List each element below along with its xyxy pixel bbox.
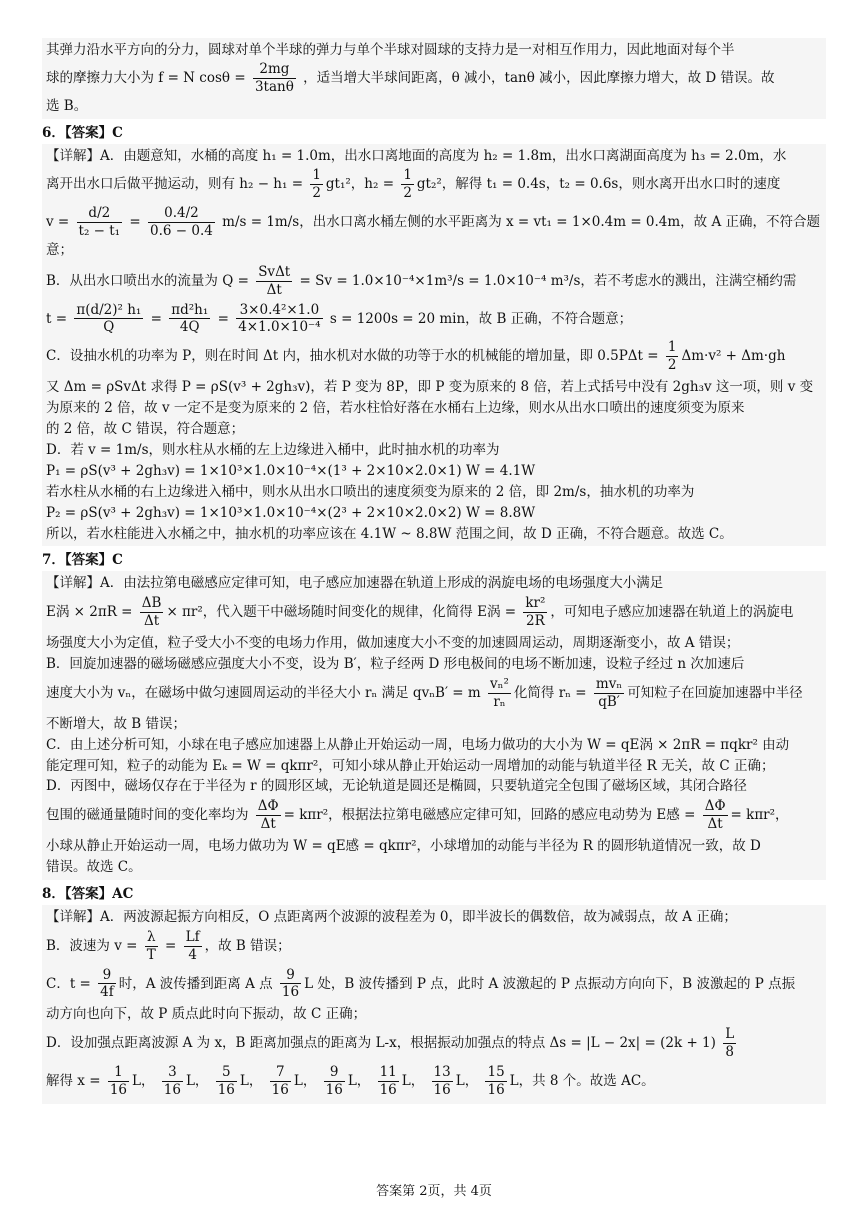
fraction: $\frac{9}{16}$: [281, 966, 300, 1001]
fraction: $\frac{1}{2}$: [312, 167, 321, 202]
q6-answer-heading: 6．【答案】C: [42, 124, 123, 141]
fraction: $\frac{d/2}{\text{t₂ − t₁}}$: [78, 205, 121, 240]
q5-line-1: 其弹力沿水平方向的分力，圆球对单个半球的弹力与单个半球对圆球的支持力是一对相互作用力，因此地面对每个半: [46, 42, 735, 58]
fraction: $\frac{\Delta\Phi}{\Delta t}$: [257, 798, 279, 833]
q6-c-line-4: 的 2 倍，故 C 错误，符合题意；: [46, 420, 245, 437]
q7-d-line-2: 包围的磁通量随时间的变化率均为 $\frac{\Delta\Phi}{\Delta t}$ = kπr²，根据法拉第电磁感应定律可知，回路的感应电动势为 E感 = $\frac{\Delta\Phi}{\Delta t}$ = kπr²，: [46, 798, 789, 833]
q7-b-line-1: B．回旋加速器的磁场磁感应强度大小不变，设为 B′，粒子经两 D 形电极间的电场不断加速，设粒子经过 n 次加速后: [46, 656, 745, 672]
fraction: $\frac{\Delta\Phi}{\Delta t}$: [704, 798, 726, 833]
fraction: $\frac{1}{2}$: [403, 167, 412, 202]
fraction: $\frac{15}{16}$: [487, 1063, 505, 1098]
q7-d-line-1: D．丙图中，磁场仅存在于半径为 r 的圆形区域，无论轨道是圆还是椭圆，只要轨道完全包围了磁场区域，其闭合路径: [46, 778, 747, 795]
q6-explanation: [42, 144, 826, 547]
fraction: $\frac{7}{16}$: [271, 1063, 289, 1098]
fraction: $\frac{9}{4f}$: [100, 966, 114, 1001]
fraction: $\frac{\text{kr²}}{2R}$: [525, 595, 546, 630]
q8-d-line-1: D．设加强点距离波源 A 为 x，B 距离加强点的距离为 L-x，根据振动加强点的特点 Δs = |L − 2x| = (2k + 1) $\frac{L}{8}$: [46, 1026, 735, 1061]
fraction: $\frac{1}{16}$: [109, 1063, 127, 1098]
q7-a-line-3: 场强度大小为定值，粒子受大小不变的电场力作用，做加速度大小不变的加速圆周运动，周期逐渐变小，故 A 错误；: [46, 635, 740, 652]
q7-d-line-3: 小球从静止开始运动一周，电场力做功为 W = qE感 = qkπr²，小球增加的动能与半径为 R 的圆形轨道情况一致，故 D: [46, 838, 761, 855]
fraction: $\frac{2mg}{3\tan\theta}$: [254, 60, 294, 95]
q8-d-line-2: 解得 x = $\frac{1}{16}$ L， $\frac{3}{16}$ L， $\frac{5}{16}$ L， $\frac{7}{16}$ L， $\frac{9}{16}$ L， $\frac{11}{16}$ L， $\frac{13}{16}$ L， $\frac{15}{16}$ L，共 8 个。故选 AC。: [46, 1063, 655, 1098]
fraction: $\frac{\text{3×0.4²×1.0}}{\text{4×1.0×10⁻⁴}}$: [238, 301, 321, 336]
q7-a-line-1: 【详解】A．由法拉第电磁感应定律可知，电子感应加速器在轨道上形成的涡旋电场的电场强度大小满足: [46, 575, 664, 592]
fraction: $\frac{1}{2}$: [667, 339, 677, 374]
q7-a-line-2: E涡 × 2πR = $\frac{\Delta B}{\Delta t}$ × πr²，代入题干中磁场随时间变化的规律，化简得 E涡 = $\frac{\text{kr²}}{2R}$ ，可知电子感应加速器在轨道上的涡旋电: [46, 595, 794, 630]
q6-b-line-2: t = $\frac{\text{π(d/2)² h₁}}{Q}$ = $\frac{\text{πd²h₁}}{4Q}$ = $\frac{\text{3×0.4²×1.0}}{\text{4×1.0×10⁻⁴}}$ s = 1200s = 20 min，故 B 正确，不符合题意；: [46, 301, 633, 336]
q6-c-line-2: 又 Δm = ρSvΔt 求得 P = ρS(v³ + 2gh₃v)，若 P 变为 8P，即 P 变为原来的 8 倍，若上式括号中没有 2gh₃v 这一项，则 v 变: [46, 379, 814, 396]
q8-a-line-1: 【详解】A．两波源起振方向相反，O 点距离两个波源的波程差为 0，即半波长的偶数倍，故为减弱点，故 A 正确；: [46, 908, 737, 925]
q7-answer-heading: 7．【答案】C: [42, 552, 123, 569]
q7-explanation: [42, 571, 826, 880]
q6-c-line-1: C．设抽水机的功率为 P，则在时间 Δt 内，抽水机对水做的功等于水的机械能的增加量，即 0.5PΔt = $\frac{1}{2}$ Δm·v² + Δm·gh: [46, 339, 786, 374]
q7-c-line-1: C．由上述分析可知，小球在电子感应加速器上从静止开始运动一周，电场力做功的大小为 W = qE涡 × 2πR = πqkr² 由动: [46, 736, 790, 753]
q8-c-line-2: 动方向也向下，故 P 质点此时向下振动，故 C 正确；: [46, 1006, 367, 1023]
q8-explanation: [42, 905, 826, 1104]
fraction: $\frac{\text{vₙ²}}{\text{rₙ}}$: [490, 675, 509, 710]
fraction: $\frac{9}{16}$: [325, 1063, 343, 1098]
fraction: $\frac{\Delta B}{\Delta t}$: [141, 595, 162, 630]
q6-a-line-1: 【详解】A．由题意知，水桶的高度 h₁ = 1.0m，出水口离地面的高度为 h₂ = 1.8m，出水口离湖面高度为 h₃ = 2.0m，水: [46, 147, 787, 164]
q6-d-line-2: P₁ = ρS(v³ + 2gh₃v) = 1×10³×1.0×10⁻⁴×(1³ + 2×10×2.0×1) W = 4.1W: [46, 462, 536, 479]
q7-d-line-4: 错误。故选 C。: [46, 859, 142, 876]
fraction: $\frac{\text{π(d/2)² h₁}}{Q}$: [76, 301, 142, 336]
fraction: $\frac{\text{mvₙ}}{qB'}$: [595, 675, 623, 710]
q6-d-line-1: D．若 v = 1m/s，则水柱从水桶的左上边缘进入桶中，此时抽水机的功率为: [46, 441, 500, 458]
q6-d-line-4: P₂ = ρS(v³ + 2gh₃v) = 1×10³×1.0×10⁻⁴×(2³ + 2×10×2.0×2) W = 8.8W: [46, 504, 536, 521]
q6-d-line-5: 所以，若水柱能进入水桶之中，抽水机的功率应该在 4.1W ~ 8.8W 范围之间，故 D 正确，不符合题意。故选 C。: [46, 525, 733, 542]
fraction: $\frac{\text{πd²h₁}}{4Q}$: [171, 301, 209, 336]
q8-b-line-1: B．波速为 v = $\frac{\lambda}{T}$ = $\frac{Lf}{4}$ ，故 B 错误；: [46, 928, 291, 963]
q7-b-line-3: 不断增大，故 B 错误；: [46, 715, 187, 732]
q8-c-line-1: C．t = $\frac{9}{4f}$ 时，A 波传播到距离 A 点 $\frac{9}{16}$ L 处，B 波传播到 P 点，此时 A 波激起的 P 点振动方向向下，B 波激起的 P 点振: [46, 966, 796, 1001]
q6-velocity-line: v = $\frac{d/2}{\text{t₂ − t₁}}$ = $\frac{0.4/2}{0.6 - 0.4}$ m/s = 1m/s，出水口离水桶左侧的水平距离为 x = vt₁ = 1×0.4m = 0.4m，故 A 正确，不符合题意；: [46, 205, 821, 258]
page-content: [42, 38, 826, 1104]
fraction: $\frac{0.4/2}{0.6 - 0.4}$: [150, 205, 213, 240]
fraction: $\frac{11}{16}$: [379, 1063, 397, 1098]
fraction: $\frac{5}{16}$: [217, 1063, 235, 1098]
fraction: $\frac{L}{8}$: [725, 1026, 735, 1061]
q6-c-line-3: 为原来的 2 倍，故 v 一定不是变为原来的 2 倍，若水柱恰好落在水桶右上边缘，则水从出水口喷出的速度须变为原来: [46, 400, 745, 417]
q5-text: ，适当增大半球间距离，θ 减小，tanθ 减小，因此摩擦力增大，故 D 错误。故: [303, 69, 775, 86]
q7-b-line-2: 速度大小为 vₙ，在磁场中做匀速圆周运动的半径大小 rₙ 满足 qvₙB′ = m $\frac{\text{vₙ²}}{\text{rₙ}}$ 化简得 rₙ = $\frac{\text{mvₙ}}{qB'}$ 可知粒子在回旋加速器中半径: [46, 675, 803, 710]
q6-a-line-2: 离开出水口后做平抛运动，则有 h₂ − h₁ = $\frac{1}{2}$ gt₁²，h₂ = $\frac{1}{2}$ gt₂²，解得 t₁ = 0.4s，t₂ = 0.6s，则水离开出水口时的速度: [46, 167, 781, 202]
q6-b-line-1: B．从出水口喷出水的流量为 Q = $\frac{\text{SvΔt}}{\Delta t}$ = Sv = 1.0×10⁻⁴×1m³/s = 1.0×10⁻⁴ m³/s，若不考虑水的溅出，注满空桶约需: [46, 263, 797, 298]
q5-tail: [42, 38, 826, 119]
q5-line-2: [46, 61, 822, 96]
fraction: $\frac{3}{16}$: [163, 1063, 181, 1098]
q7-c-line-2: 能定理可知，粒子的动能为 Eₖ = W = qkπr²，可知小球从静止开始运动一周增加的动能与轨道半径 R 无关，故 C 正确；: [46, 757, 775, 774]
q5-line-3: 选 B。: [46, 97, 88, 114]
page-footer: 答案第 2页，共 4页: [376, 1184, 492, 1199]
q5-text: 球的摩擦力大小为 f = N cosθ =: [46, 69, 246, 86]
fraction: $\frac{\lambda}{T}$: [146, 928, 156, 963]
fraction: $\frac{13}{16}$: [433, 1063, 451, 1098]
q6-d-line-3: 若水柱从水桶的右上边缘进入桶中，则水从出水口喷出的速度须变为原来的 2 倍，即 2m/s，抽水机的功率为: [46, 483, 695, 500]
q8-answer-heading: 8．【答案】AC: [42, 885, 134, 902]
fraction: $\frac{Lf}{4}$: [185, 928, 200, 963]
fraction: $\frac{\text{SvΔt}}{\Delta t}$: [258, 263, 291, 298]
